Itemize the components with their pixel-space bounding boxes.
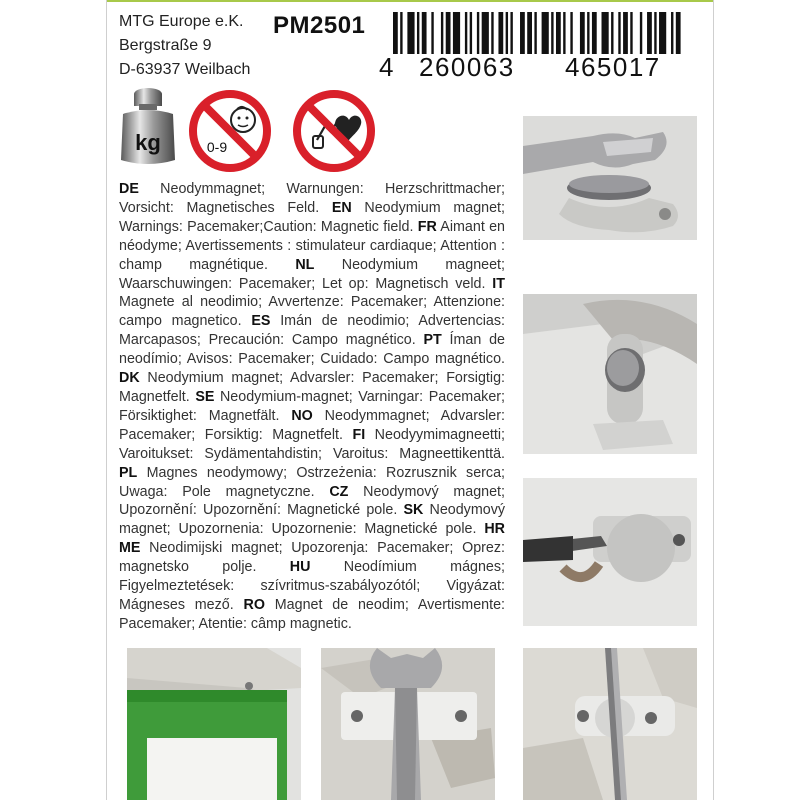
barcode-bar	[570, 12, 572, 54]
photo-screwdriver-mount	[523, 478, 697, 626]
language-code: HU	[289, 559, 311, 576]
barcode-bar	[592, 12, 597, 54]
photo-wrench-on-wall-mount	[321, 648, 495, 800]
barcode-bar	[534, 12, 536, 54]
ean-first-digit: 4	[379, 52, 394, 82]
company-name: MTG Europe e.K.	[119, 13, 244, 30]
barcode-bar	[407, 12, 414, 54]
barcode-bar	[453, 12, 460, 54]
barcode-bar	[618, 12, 620, 54]
language-code: NO	[291, 407, 313, 424]
warning-text: Magnes neodymowy; Ostrzeżenia: Rozrusznik serca; Uwaga: Pole magnetyczne.	[119, 464, 505, 500]
barcode-bar	[520, 12, 525, 54]
warning-text: Aimant en néodyme; Avertissements : stimulateur cardiaque; Attention : champ magnétique.	[119, 218, 505, 273]
language-code: SK	[403, 502, 424, 519]
barcode-bar	[393, 12, 398, 54]
warning-text: Neodymmagnet; Advarsler: Pacemaker; Forsiktig: Magnetfelt.	[119, 407, 505, 443]
language-code: DE	[119, 181, 139, 197]
street-address: Bergstraße 9	[119, 37, 212, 54]
warning-text: Neodymium magnet; Advarsler: Pacemaker; Forsigtig: Magnetfelt.	[119, 370, 505, 405]
ean-right-group: 465017	[565, 52, 661, 82]
barcode-bar	[587, 12, 589, 54]
barcode-bar	[482, 12, 489, 54]
language-code: RO	[243, 596, 265, 613]
warning-text: Neodymmagnet; Warnungen: Herzschrittmacher; Vorsicht: Magnetisches Feld.	[119, 181, 505, 216]
barcode-bar	[431, 12, 433, 54]
top-accent-line	[107, 0, 713, 2]
warning-text: Neodimijski magnet; Upozorenja: Pacemaker; Oprez: magnetsko polje.	[119, 540, 505, 576]
warning-text: Íman de neodímio; Avisos: Pacemaker; Cuidado: Campo magnético.	[119, 332, 505, 368]
barcode-bar	[498, 12, 503, 54]
barcode-bar	[506, 12, 508, 54]
barcode-bar	[446, 12, 451, 54]
barcode-bar	[491, 12, 493, 54]
no-children-icon	[187, 88, 273, 174]
barcode-bar	[611, 12, 613, 54]
multilingual-warnings	[119, 180, 505, 634]
product-label-card	[106, 0, 714, 800]
barcode-bar	[580, 12, 585, 54]
language-code: EN	[331, 199, 352, 216]
warning-text: Imán de neodimio; Advertencias: Marcapasos; Precaución: Campo magnético.	[119, 313, 505, 349]
barcode-bar	[640, 12, 642, 54]
barcode-bar	[400, 12, 402, 54]
language-code: HR ME	[119, 521, 505, 557]
barcode-bar	[422, 12, 427, 54]
language-code: DK	[119, 370, 140, 387]
language-code: FR	[417, 218, 437, 235]
barcode-bar	[563, 12, 565, 54]
barcode-image	[393, 12, 683, 54]
photo-wrench-lifting-magnet	[523, 116, 697, 240]
warning-text: Neodymium-magnet; Varningar: Pacemaker; Försiktighet: Magnetfält.	[119, 388, 505, 424]
warning-text: Neodymový magnet; Upozornenia: Upozornenie: Magnetické pole.	[119, 502, 505, 538]
barcode-bar	[671, 12, 673, 54]
barcode-bar	[441, 12, 443, 54]
barcode-bar	[470, 12, 472, 54]
barcode-bar	[654, 12, 656, 54]
warning-text: Neodímium mágnes; Figyelmeztetések: szívritmus-szabályozótól; Vigyázat: Mágneses mező.	[119, 559, 505, 613]
photo-hand-holding-magnet	[523, 294, 697, 454]
barcode-bar	[542, 12, 549, 54]
warning-text: Magnete al neodimio; Avvertenze: Pacemaker; Attenzione: campo magnetico.	[119, 294, 505, 330]
ean-left-group: 260063	[419, 52, 515, 82]
language-code: SE	[195, 388, 215, 405]
warning-text: Neodyymimagneetti; Varoitukset: Sydämentahdistin; Varoitus: Magneettikenttä.	[119, 426, 505, 462]
barcode-bar	[647, 12, 652, 54]
language-code: PL	[119, 464, 138, 481]
barcode-bar	[527, 12, 532, 54]
city-address: D-63937 Weilbach	[119, 61, 251, 78]
warning-text: Neodymium magnet; Warnings: Pacemaker;Caution: Magnetic field.	[119, 199, 505, 235]
barcode-bar	[602, 12, 609, 54]
language-code: ES	[251, 313, 271, 330]
manufacturer-address	[119, 10, 250, 82]
barcode-bar	[630, 12, 632, 54]
warning-text: Neodymový magnet; Upozornění: Upozornění: Magnetické pole.	[119, 483, 505, 519]
barcode-bar	[551, 12, 553, 54]
weight-kg-icon	[117, 84, 179, 170]
weight-label: kg	[135, 130, 161, 155]
barcode-bar	[676, 12, 681, 54]
photo-tool-held-by-magnet	[523, 648, 697, 800]
barcode-bar	[477, 12, 479, 54]
barcode-bar	[623, 12, 628, 54]
warning-text: Magnet de neodim; Avertismente: Pacemaker; Atentie: câmp magnetic.	[119, 596, 505, 632]
language-code: CZ	[329, 483, 349, 500]
barcode-bar	[659, 12, 666, 54]
language-code: IT	[492, 275, 505, 292]
product-code: PM2501	[273, 12, 366, 39]
no-pacemaker-icon	[291, 88, 377, 174]
barcode-bar	[417, 12, 419, 54]
barcode-bar	[465, 12, 467, 54]
language-code: NL	[295, 256, 315, 273]
warning-text: Neodymium magneet; Waarschuwingen: Pacemaker; Let op: Magnetisch veld.	[119, 256, 505, 292]
barcode-bar	[510, 12, 512, 54]
language-code: PT	[423, 332, 442, 349]
barcode-bar	[556, 12, 561, 54]
language-code: FI	[352, 426, 366, 443]
photo-folder-on-whiteboard	[127, 648, 301, 800]
age-label: 0-9	[206, 139, 228, 155]
